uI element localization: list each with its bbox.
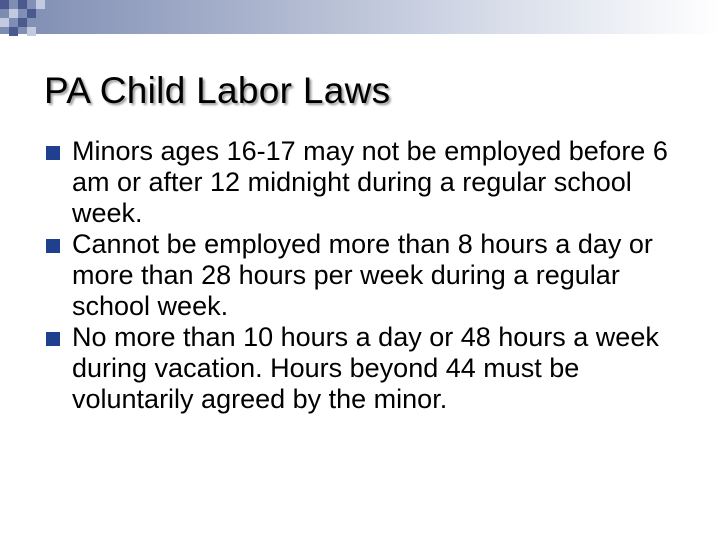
bullet-item bbox=[44, 229, 684, 322]
square-bullet-icon bbox=[46, 332, 60, 346]
bullet-item bbox=[44, 136, 684, 229]
bullet-text: No more than 10 hours a day or 48 hours a week during vacation. Hours beyond 44 must be voluntarily agreed by the minor. bbox=[72, 322, 659, 414]
bullet-list bbox=[44, 136, 684, 415]
bullet-text: Minors ages 16-17 may not be employed before 6 am or after 12 midnight during a regular school week. bbox=[72, 136, 668, 228]
square-bullet-icon bbox=[46, 146, 60, 160]
checkerboard-icon bbox=[0, 0, 56, 40]
square-bullet-icon bbox=[46, 239, 60, 253]
slide-title: PA Child Labor Laws bbox=[44, 70, 391, 111]
bullet-text: Cannot be employed more than 8 hours a day or more than 28 hours per week during a regular school week. bbox=[72, 229, 653, 321]
bullet-item bbox=[44, 322, 684, 415]
header-gradient-band bbox=[0, 0, 720, 34]
